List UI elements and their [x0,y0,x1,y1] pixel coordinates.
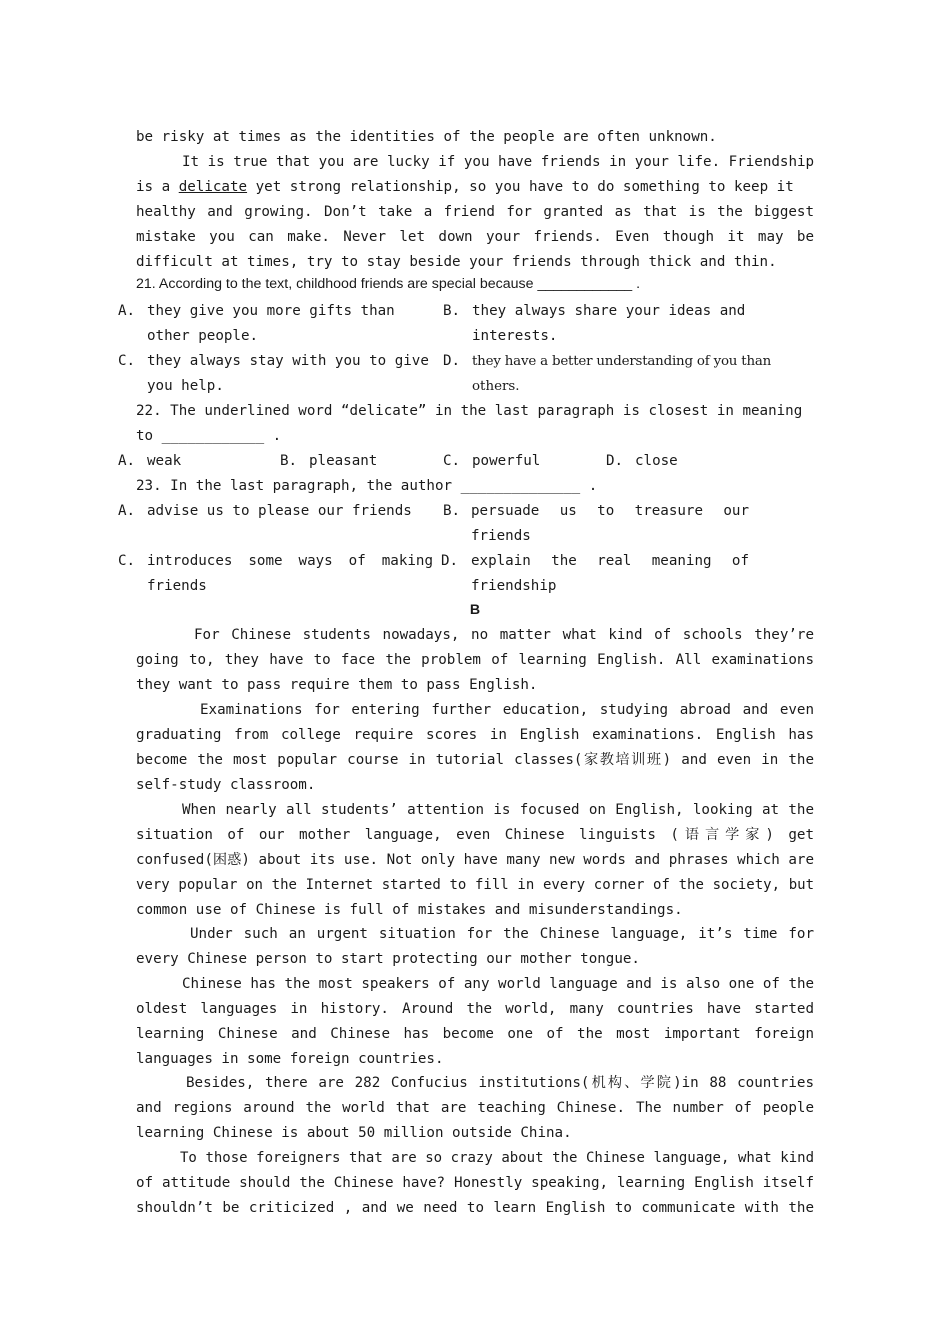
paragraph-line: shouldn’t be criticized , and we need to learn English to communicate with the [136,1200,814,1216]
paragraph-line: To those foreigners that are so crazy about the Chinese language, what kind [180,1150,814,1166]
option-text-cont: friends [471,528,531,544]
option-text: pleasant [309,453,378,469]
question-stem: 22. The underlined word “delicate” in the last paragraph is closest in meaning [136,403,803,419]
option-text-cont: others. [472,379,520,394]
option-text: they always stay with you to give [147,353,429,369]
option-text: advise us to please our friends [147,503,412,519]
option-letter: B. [443,303,461,319]
paragraph-line: confused(困惑) about its use. Not only have many new words and phrases which are [136,852,814,868]
paragraph-line [136,175,814,200]
paragraph-line: self-study classroom. [136,777,316,793]
question-stem: to ____________ . [136,428,282,444]
paragraph-line: Under such an urgent situation for the Chinese language, it’s time for [190,926,814,942]
paragraph-line: When nearly all students’ attention is focused on English, looking at the [182,802,814,818]
paragraph-line: languages in some foreign countries. [136,1051,444,1067]
paragraph-line: become the most popular course in tutorial classes(家教培训班) and even in the [136,752,814,768]
option-letter: C. [118,553,136,569]
option-letter: D. [441,553,459,569]
paragraph-line: difficult at times, try to stay beside your friends through thick and thin. [136,254,777,270]
paragraph-line: common use of Chinese is full of mistakes and misunderstandings. [136,902,683,918]
option-text-cont: friendship [471,578,557,594]
paragraph-line: It is true that you are lucky if you have friends in your life. Friendship [182,154,815,170]
paragraph-line: Chinese has the most speakers of any world language and is also one of the [182,976,815,992]
text-span: is a [136,179,171,195]
question-stem: 21. According to the text, childhood friends are special because ____________ . [136,276,641,292]
paragraph-line: mistake you can make. Never let down your friends. Even though it may be [136,229,814,245]
option-letter: B. [280,453,298,469]
paragraph-line: every Chinese person to start protecting our mother tongue. [136,951,640,967]
option-letter: D. [606,453,624,469]
option-text-cont: other people. [147,328,259,344]
option-text: persuade us to treasure our [471,503,749,519]
option-text: powerful [472,453,541,469]
paragraph-line: going to, they have to face the problem of learning English. All examinations [136,652,814,668]
option-text: they always share your ideas and [472,303,746,319]
option-letter: B. [443,503,461,519]
paragraph-line: Besides, there are 282 Confucius institutions(机构、学院)in 88 countries [186,1075,814,1091]
option-letter: C. [118,353,136,369]
option-text: they have a better understanding of you than [472,354,772,369]
paragraph-line: oldest languages in history. Around the world, many countries have started [136,1001,814,1017]
text-span: yet strong relationship, so you have to do something to keep it [255,179,794,195]
paragraph-line: learning Chinese and Chinese has become one of the most important foreign [136,1026,814,1042]
option-text: explain the real meaning of [471,553,749,569]
paragraph-line: Examinations for entering further education, studying abroad and even [200,702,814,718]
paragraph-line: be risky at times as the identities of the people are often unknown. [136,129,717,145]
paragraph-line: they want to pass require them to pass English. [136,677,538,693]
option-letter: A. [118,303,136,319]
option-letter: A. [118,453,136,469]
paragraph-line: and regions around the world that are teaching Chinese. The number of people [136,1100,814,1116]
paragraph-line: of attitude should the Chinese have? Honestly speaking, learning English itself [136,1175,814,1191]
option-text: weak [147,453,182,469]
option-text: introduces some ways of making [147,553,433,569]
option-text-cont: friends [147,578,207,594]
option-text: close [635,453,678,469]
paragraph-line: graduating from college require scores in English examinations. English has [136,727,814,743]
option-text: they give you more gifts than [147,303,395,319]
option-letter: D. [443,353,461,369]
option-text-cont: interests. [472,328,558,344]
section-heading: B [469,602,481,618]
option-letter: A. [118,503,136,519]
option-letter: C. [443,453,461,469]
paragraph-line: situation of our mother language, even Chinese linguists (语言学家) get [136,827,814,843]
underlined-word: delicate [178,179,248,195]
paragraph-line: learning Chinese is about 50 million outside China. [136,1125,572,1141]
option-text-cont: you help. [147,378,224,394]
paragraph-line: healthy and growing. Don’t take a friend for granted as that is the biggest [136,204,814,220]
question-stem: 23. In the last paragraph, the author ______________ . [136,478,598,494]
paragraph-line: very popular on the Internet started to fill in every corner of the society, but [136,877,814,893]
paragraph-line: For Chinese students nowadays, no matter what kind of schools they’re [194,627,814,643]
